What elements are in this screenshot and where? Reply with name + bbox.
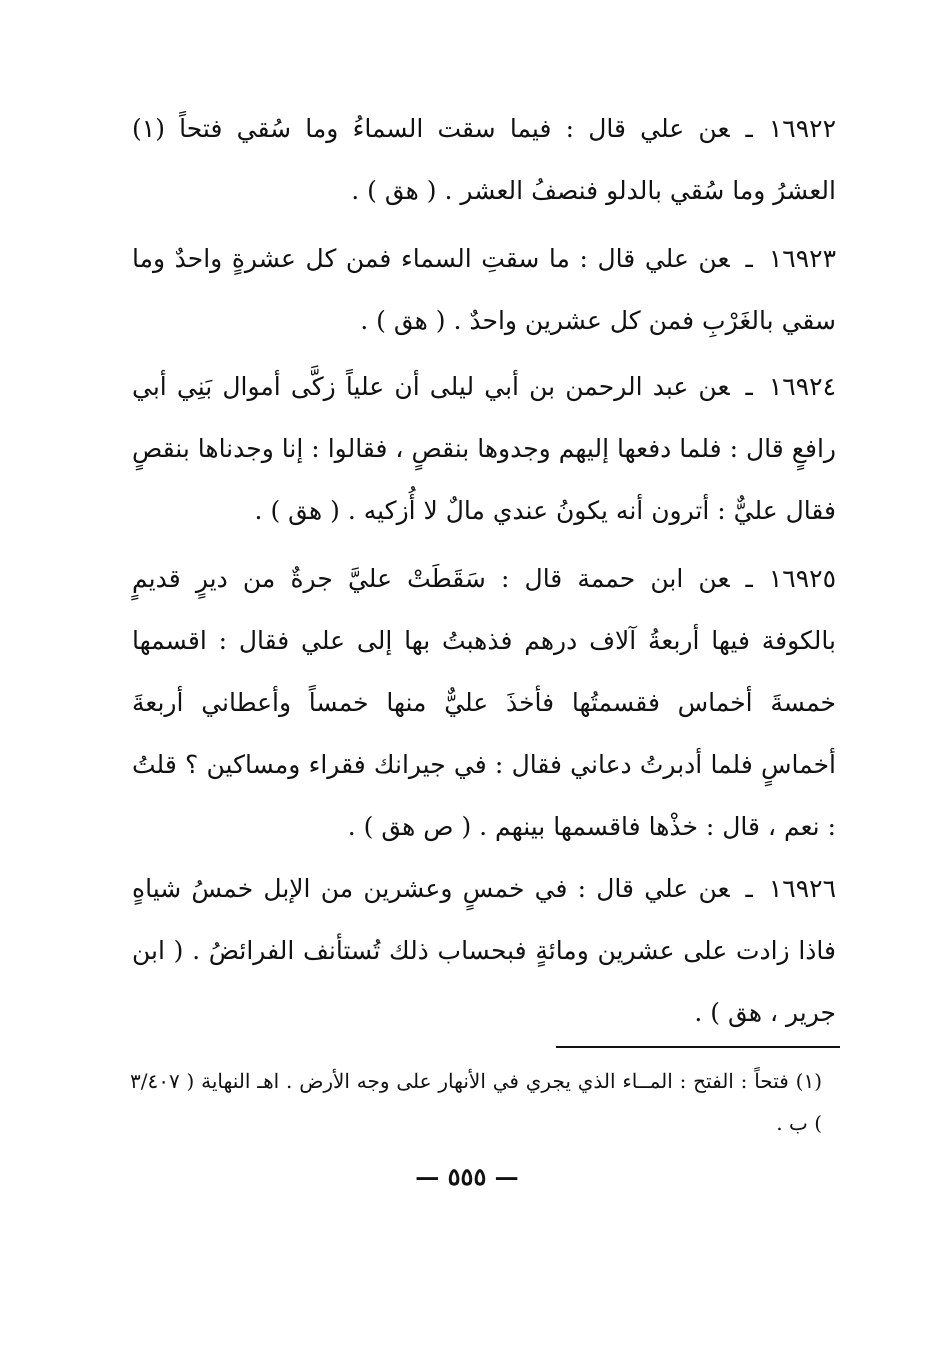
hadith-text: عن عبد الرحمن بن أبي ليلى أن علياً زكَّى أموال بَنِي أبي رافعٍ قال : فلما دفعها إليهم وجدوها بنقصٍ ، فقالوا : إنا وجدناها بنقصٍ فقال عليٌّ : أترون أنه يكونُ عندي مالٌ لا أُزكيه . ( هق ) . <box>132 372 836 525</box>
entry-dash: ـ <box>745 874 753 903</box>
hadith-text: عن علي قال : في خمسٍ وعشرين من الإبل خمسُ شياهٍ فاذا زادت على عشرين ومائةٍ فبحساب ذلك تُستأنف الفرائضُ . ( ابن جرير ، هق ) . <box>132 874 836 1027</box>
hadith-number: ١٦٩٢٦ <box>768 874 836 903</box>
hadith-number: ١٦٩٢٣ <box>768 244 836 273</box>
entry-dash: ـ <box>745 564 753 593</box>
entry-dash: ـ <box>745 372 753 401</box>
footnote: (١) فتحاً : الفتح : المــاء الذي يجري في الأنهار على وجه الأرض . اهـ النهاية ( ٣/٤٠٧ ) ب . <box>130 1069 822 1135</box>
hadith-entry-16922 <box>132 98 836 222</box>
hadith-text: عن علي قال : فيما سقت السماءُ وما سُقي فتحاً (١) العشرُ وما سُقي بالدلو فنصفُ العشر . ( هق ) . <box>132 114 836 205</box>
hadith-number: ١٦٩٢٢ <box>768 114 836 143</box>
hadith-entry-16926 <box>132 858 836 1044</box>
hadith-number: ١٦٩٢٥ <box>768 564 836 593</box>
hadith-text: عن ابن حممة قال : سَقَطَتْ عليَّ جرةٌ من ديرٍ قديمٍ بالكوفة فيها أربعةُ آلاف درهم فذهبتُ بها إلى علي فقال : اقسمها خمسةَ أخماس فقسمتُها فأخذَ عليٌّ منها خمساً وأعطاني أربعةَ أخماسٍ فلما أدبرتُ دعاني فقال : في جيرانك فقراء ومساكين ؟ قلتُ : نعم ، قال : خذْها فاقسمها بينهم . ( ص هق ) . <box>132 564 836 841</box>
hadith-entry-16923 <box>132 228 836 352</box>
entry-dash: ـ <box>745 244 753 273</box>
hadith-number: ١٦٩٢٤ <box>768 372 836 401</box>
entry-dash: ـ <box>745 114 753 143</box>
hadith-entry-16925 <box>132 548 836 858</box>
hadith-entry-16924 <box>132 356 836 542</box>
footnote-separator <box>556 1046 840 1048</box>
page-number: — ٥٥٥ — <box>415 1162 519 1191</box>
hadith-text: عن علي قال : ما سقتِ السماء فمن كل عشرةٍ واحدٌ وما سقي بالغَرْبِ فمن كل عشرين واحدٌ . ( هق ) . <box>132 244 836 335</box>
